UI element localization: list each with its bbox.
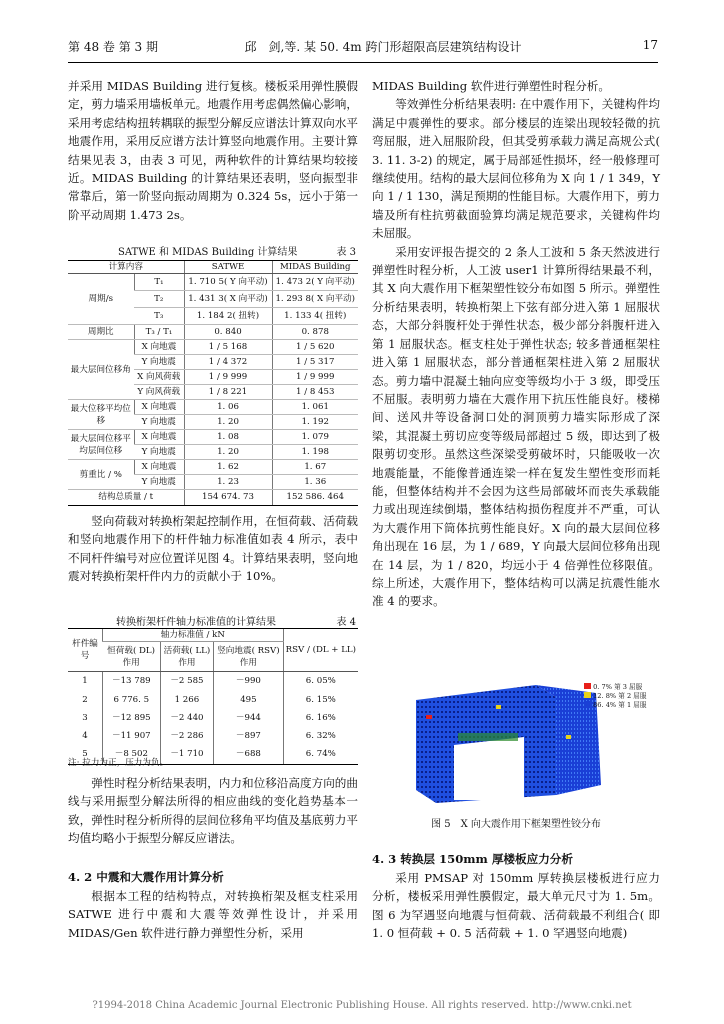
table4-number: 表 4 — [336, 617, 356, 628]
left-paragraph-2: 竖向荷载对转换桁架起控制作用，在恒荷载、活荷载和竖向地震作用下的杆件轴力标准值如表 4 所示，表中不同杆件编号对应位置详见图 4。计算结果表明，竖向地震对转换桁架杆件内力的贡献小于 10%。 — [68, 514, 358, 584]
table3-cell: 1 / 4 372 — [184, 355, 272, 370]
legend-item — [584, 683, 646, 692]
right-paragraph-1: MIDAS Building 软件进行弹塑性时程分析。 — [372, 79, 610, 93]
table3 — [68, 260, 358, 506]
table3-head-satwe: SATWE — [184, 261, 272, 274]
table3-group: 剪重比 / % — [68, 460, 134, 490]
table3-sub: X 向地震 — [134, 460, 184, 475]
table4-cell: 4 — [82, 730, 88, 741]
table3-sub: X 向地震 — [134, 400, 184, 415]
table4-cell: －688 — [214, 745, 284, 764]
table4-cell: 6. 32% — [283, 727, 358, 745]
table3-sub: Y 向风荷载 — [134, 385, 184, 400]
table3-group: 周期比 — [68, 325, 134, 340]
table3-sub: Y 向地震 — [134, 355, 184, 370]
table3-cell: 1. 473 2( Y 向平动) — [272, 274, 358, 291]
table3-cell: 1. 184 2( 扭转) — [184, 308, 272, 325]
legend-label: 第 3 屈服 — [614, 683, 643, 691]
table3-cell: 1 / 8 221 — [184, 385, 272, 400]
table4-caption — [68, 613, 358, 627]
legend-pct: 12. 8% — [593, 692, 617, 700]
table4-head-ll: 活荷载( LL) 作用 — [160, 642, 213, 672]
table3-sub: T₃ — [134, 308, 184, 325]
running-title: 邱 剑,等. 某 50. 4m 跨门形超限高层建筑结构设计 — [244, 40, 522, 54]
table3-cell: 1. 08 — [184, 430, 272, 445]
table3-group: 最大层间位移角 — [68, 340, 134, 400]
figure-5-caption: 图 5 X 向大震作用下框架塑性铰分布 — [431, 819, 601, 830]
table4-cell: 6. 05% — [283, 672, 358, 691]
table4-cell: －13 789 — [102, 672, 160, 691]
legend-item — [584, 701, 646, 710]
table4-head-rsv: 竖向地震( RSV) 作用 — [214, 642, 284, 672]
table3-sub: X 向风荷载 — [134, 370, 184, 385]
table4-cell: 6 776. 5 — [102, 691, 160, 709]
right-paragraph-3: 采用安评报告提交的 2 条人工波和 5 条天然波进行弹塑性时程分析，人工波 user1 计算所得结果最不利，其 X 向大震作用下框架塑性铰分布如图 5 所示。弹塑性分析结果表明，转换桁架上下弦有部分进入第 1 屈服状态，大部分斜腹杆处于弹性状态，极少部分斜腹杆进入第 1 屈服状态。框支柱处于弹性状态; 较多普通框架柱进入第 1 屈服状态，部分普通框架柱进入第 2 屈服状态。剪力墙中混凝土轴向应变等级均小于 3 级，即受压不屈服。表明剪力墙在大震作用下抗压性能良好。楼梯间、送风井等设备洞口处的洞顶剪力墙实际形成了深梁，其混凝土剪切应变等级局部超过 5 级，即达到了极限剪切变形。虽然这些深梁受剪破坏时，只能吸收一次地震能量，不能像普通连梁一样在复发生塑性变形而耗能，但整体结构并不会因为这些局部破坏而丧失承载能力或出现连续倒塌，整体结构损伤程度并不严重，可认为大震作用下筒体抗剪性能良好。X 向的最大层间位移角出现在 16 层，为 1 / 689，Y 向最大层间位移角出现在 14 层，为 1 / 820，均远小于 4 倍弹性位移限值。综上所述，大震作用下，整体结构可以满足抗震性能水准 4 的要求。 — [372, 244, 660, 609]
table4-cell: －1 710 — [160, 745, 213, 764]
table4-cell: 1 — [82, 676, 88, 687]
table3-group: 结构总质量 / t — [98, 492, 154, 503]
table3-cell: 1 / 5 317 — [272, 355, 358, 370]
table4-cell: －8 502 — [102, 745, 160, 764]
table4-cell: －897 — [214, 727, 284, 745]
table4-head-ratio: RSV / (DL + LL) — [283, 629, 358, 672]
table3-group: 最大层间位移平均层间位移 — [68, 430, 134, 460]
table3-cell: 1. 061 — [272, 400, 358, 415]
table3-sub: Y 向地震 — [134, 415, 184, 430]
table3-cell: 1 / 9 999 — [272, 370, 358, 385]
table3-head-content: 计算内容 — [68, 261, 184, 274]
table3-cell: 1. 198 — [272, 445, 358, 460]
table3-cell: 1. 133 4( 扭转) — [272, 308, 358, 325]
table4-head-dl: 恒荷载( DL) 作用 — [102, 642, 160, 672]
legend-item — [584, 692, 646, 701]
table3-number: 表 3 — [336, 247, 356, 258]
table3-cell: 0. 840 — [184, 325, 272, 340]
table4-cell: －11 907 — [102, 727, 160, 745]
table3-cell: 1. 079 — [272, 430, 358, 445]
left-paragraph-4: 根据本工程的结构特点，对转换桁架及框支柱采用 SATWE 进行中震和大震等效弹性设计，并采用 MIDAS/Gen 软件进行静力弹塑性分析，采用 — [68, 889, 358, 940]
table3-cell: 1. 293 8( X 向平动) — [272, 291, 358, 308]
table3-group: 周期/s — [68, 274, 134, 325]
table3-caption — [68, 243, 358, 257]
table4-cell: －2 440 — [160, 709, 213, 727]
left-paragraph-1: 并采用 MIDAS Building 进行复核。楼板采用弹性膜假定，剪力墙采用墙板单元。地震作用考虑偶然偏心影响，采用考虑结构扭转耦联的振型分解反应谱法计算双向水平地震作用，采用反应谱方法计算竖向地震作用。主要计算结果见表 3，由表 3 可见，两种软件的计算结果均较接近。MIDAS Building 的计算结果还表明，竖向振型非常靠后，第一阶竖向振动周期为 0.324 5s，远小于第一阶平动周期 1.473 2s。 — [68, 79, 358, 222]
right-paragraph-4: 采用 PMSAP 对 150mm 厚转换层楼板进行应力分析，楼板采用弹性膜假定，最大单元尺寸为 1. 5m。图 6 为罕遇竖向地震与恒荷载、活荷载最不利组合( 即 1. 0 恒荷载 + 0. 5 活荷载 + 1. 0 罕遇竖向地震) — [372, 871, 660, 941]
table3-cell: 1. 20 — [184, 445, 272, 460]
table3-cell: 1. 23 — [184, 475, 272, 490]
table4-cell: 495 — [214, 691, 284, 709]
table3-group: 最大位移平均位移 — [68, 400, 134, 430]
table4-note: 注: 拉力为正，压力为负。 — [68, 758, 169, 768]
table3-sub: Y 向地震 — [134, 475, 184, 490]
copyright-footer: ?1994-2018 China Academic Journal Electronic Publishing House. All rights reserved. http://www.cnki.net — [92, 1000, 632, 1011]
table4-cell: －2 585 — [160, 672, 213, 691]
table3-cell: 1. 36 — [272, 475, 358, 490]
legend-pct: 0. 7% — [593, 683, 612, 691]
table4-cell: －944 — [214, 709, 284, 727]
table4 — [68, 628, 358, 765]
table3-cell: 1. 192 — [272, 415, 358, 430]
section-heading-4-3: 4. 3 转换层 150mm 厚楼板应力分析 — [372, 852, 573, 866]
figure-5-legend — [584, 683, 646, 710]
right-column-text — [372, 77, 660, 611]
table3-cell: 154 674. 73 — [184, 490, 272, 505]
table4-cell: 2 — [82, 694, 88, 705]
journal-issue: 第 48 卷 第 3 期 — [68, 40, 158, 54]
table3-sub: T₃ / T₁ — [134, 325, 184, 340]
table3-cell: 1. 06 — [184, 400, 272, 415]
table3-cell: 1. 431 3( X 向平动) — [184, 291, 272, 308]
table4-cell: 6. 74% — [283, 745, 358, 764]
header-rule — [68, 62, 658, 63]
legend-swatch-yellow — [584, 692, 591, 698]
table3-sub: X 向地震 — [134, 430, 184, 445]
table4-cell: －990 — [214, 672, 284, 691]
section-heading-4-2: 4. 2 中震和大震作用计算分析 — [68, 870, 224, 884]
table3-sub: Y 向地震 — [134, 445, 184, 460]
table4-title: 转换桁架杆件轴力标准值的计算结果 — [116, 617, 276, 628]
legend-pct: 86. 4% — [593, 701, 617, 709]
table4-cell: 3 — [82, 712, 88, 723]
table3-cell: 1. 67 — [272, 460, 358, 475]
table4-cell: 6. 15% — [283, 691, 358, 709]
left-paragraph-3: 弹性时程分析结果表明，内力和位移沿高度方向的曲线与采用振型分解法所得的相应曲线的变化趋势基本一致，弹性时程分析所得的层间位移角平均值及基底剪力平均值均略小于振型分解反应谱法。 — [68, 776, 358, 846]
table3-cell: 1. 20 — [184, 415, 272, 430]
table4-head-member: 杆件编号 — [68, 629, 102, 672]
table3-cell: 152 586. 464 — [272, 490, 358, 505]
legend-swatch-red — [584, 683, 591, 689]
legend-label: 第 2 屈服 — [618, 692, 647, 700]
table4-head-group: 轴力标准值 / kN — [102, 629, 283, 642]
table4-cell: －2 286 — [160, 727, 213, 745]
right-paragraph-2: 等效弹性分析结果表明: 在中震作用下，关键构件均满足中震弹性的要求。部分楼层的连梁出现较轻微的抗弯屈服，进入屈服阶段，但其受剪承载力满足高规公式( 3. 11. 3-2) 的规定，属于局部延性损坏，经一般修理可继续使用。结构的最大层间位移角为 X 向 1 / 1 349，Y 向 1 / 1 130，满足预期的性能目标。大震作用下，剪力墙及所有柱抗剪截面验算均满足规范要求，关键构件均未屈服。 — [372, 97, 660, 241]
table3-cell: 0. 878 — [272, 325, 358, 340]
table4-cell: －12 895 — [102, 709, 160, 727]
legend-swatch-blue — [584, 701, 591, 707]
table3-title: SATWE 和 MIDAS Building 计算结果 — [118, 247, 298, 258]
table4-cell: 6. 16% — [283, 709, 358, 727]
table3-head-midas: MIDAS Building — [272, 261, 358, 274]
table3-cell: 1. 62 — [184, 460, 272, 475]
table3-cell: 1 / 9 999 — [184, 370, 272, 385]
table3-cell: 1. 710 5( Y 向平动) — [184, 274, 272, 291]
table3-cell: 1 / 5 620 — [272, 340, 358, 355]
legend-label: 第 1 屈服 — [618, 701, 647, 709]
table4-cell: 5 — [82, 749, 88, 760]
table3-cell: 1 / 8 453 — [272, 385, 358, 400]
table3-sub: T₁ — [134, 274, 184, 291]
table3-cell: 1 / 5 168 — [184, 340, 272, 355]
table4-cell: 1 266 — [160, 691, 213, 709]
table3-sub: X 向地震 — [134, 340, 184, 355]
table3-sub: T₂ — [134, 291, 184, 308]
page-number: 17 — [642, 38, 658, 52]
